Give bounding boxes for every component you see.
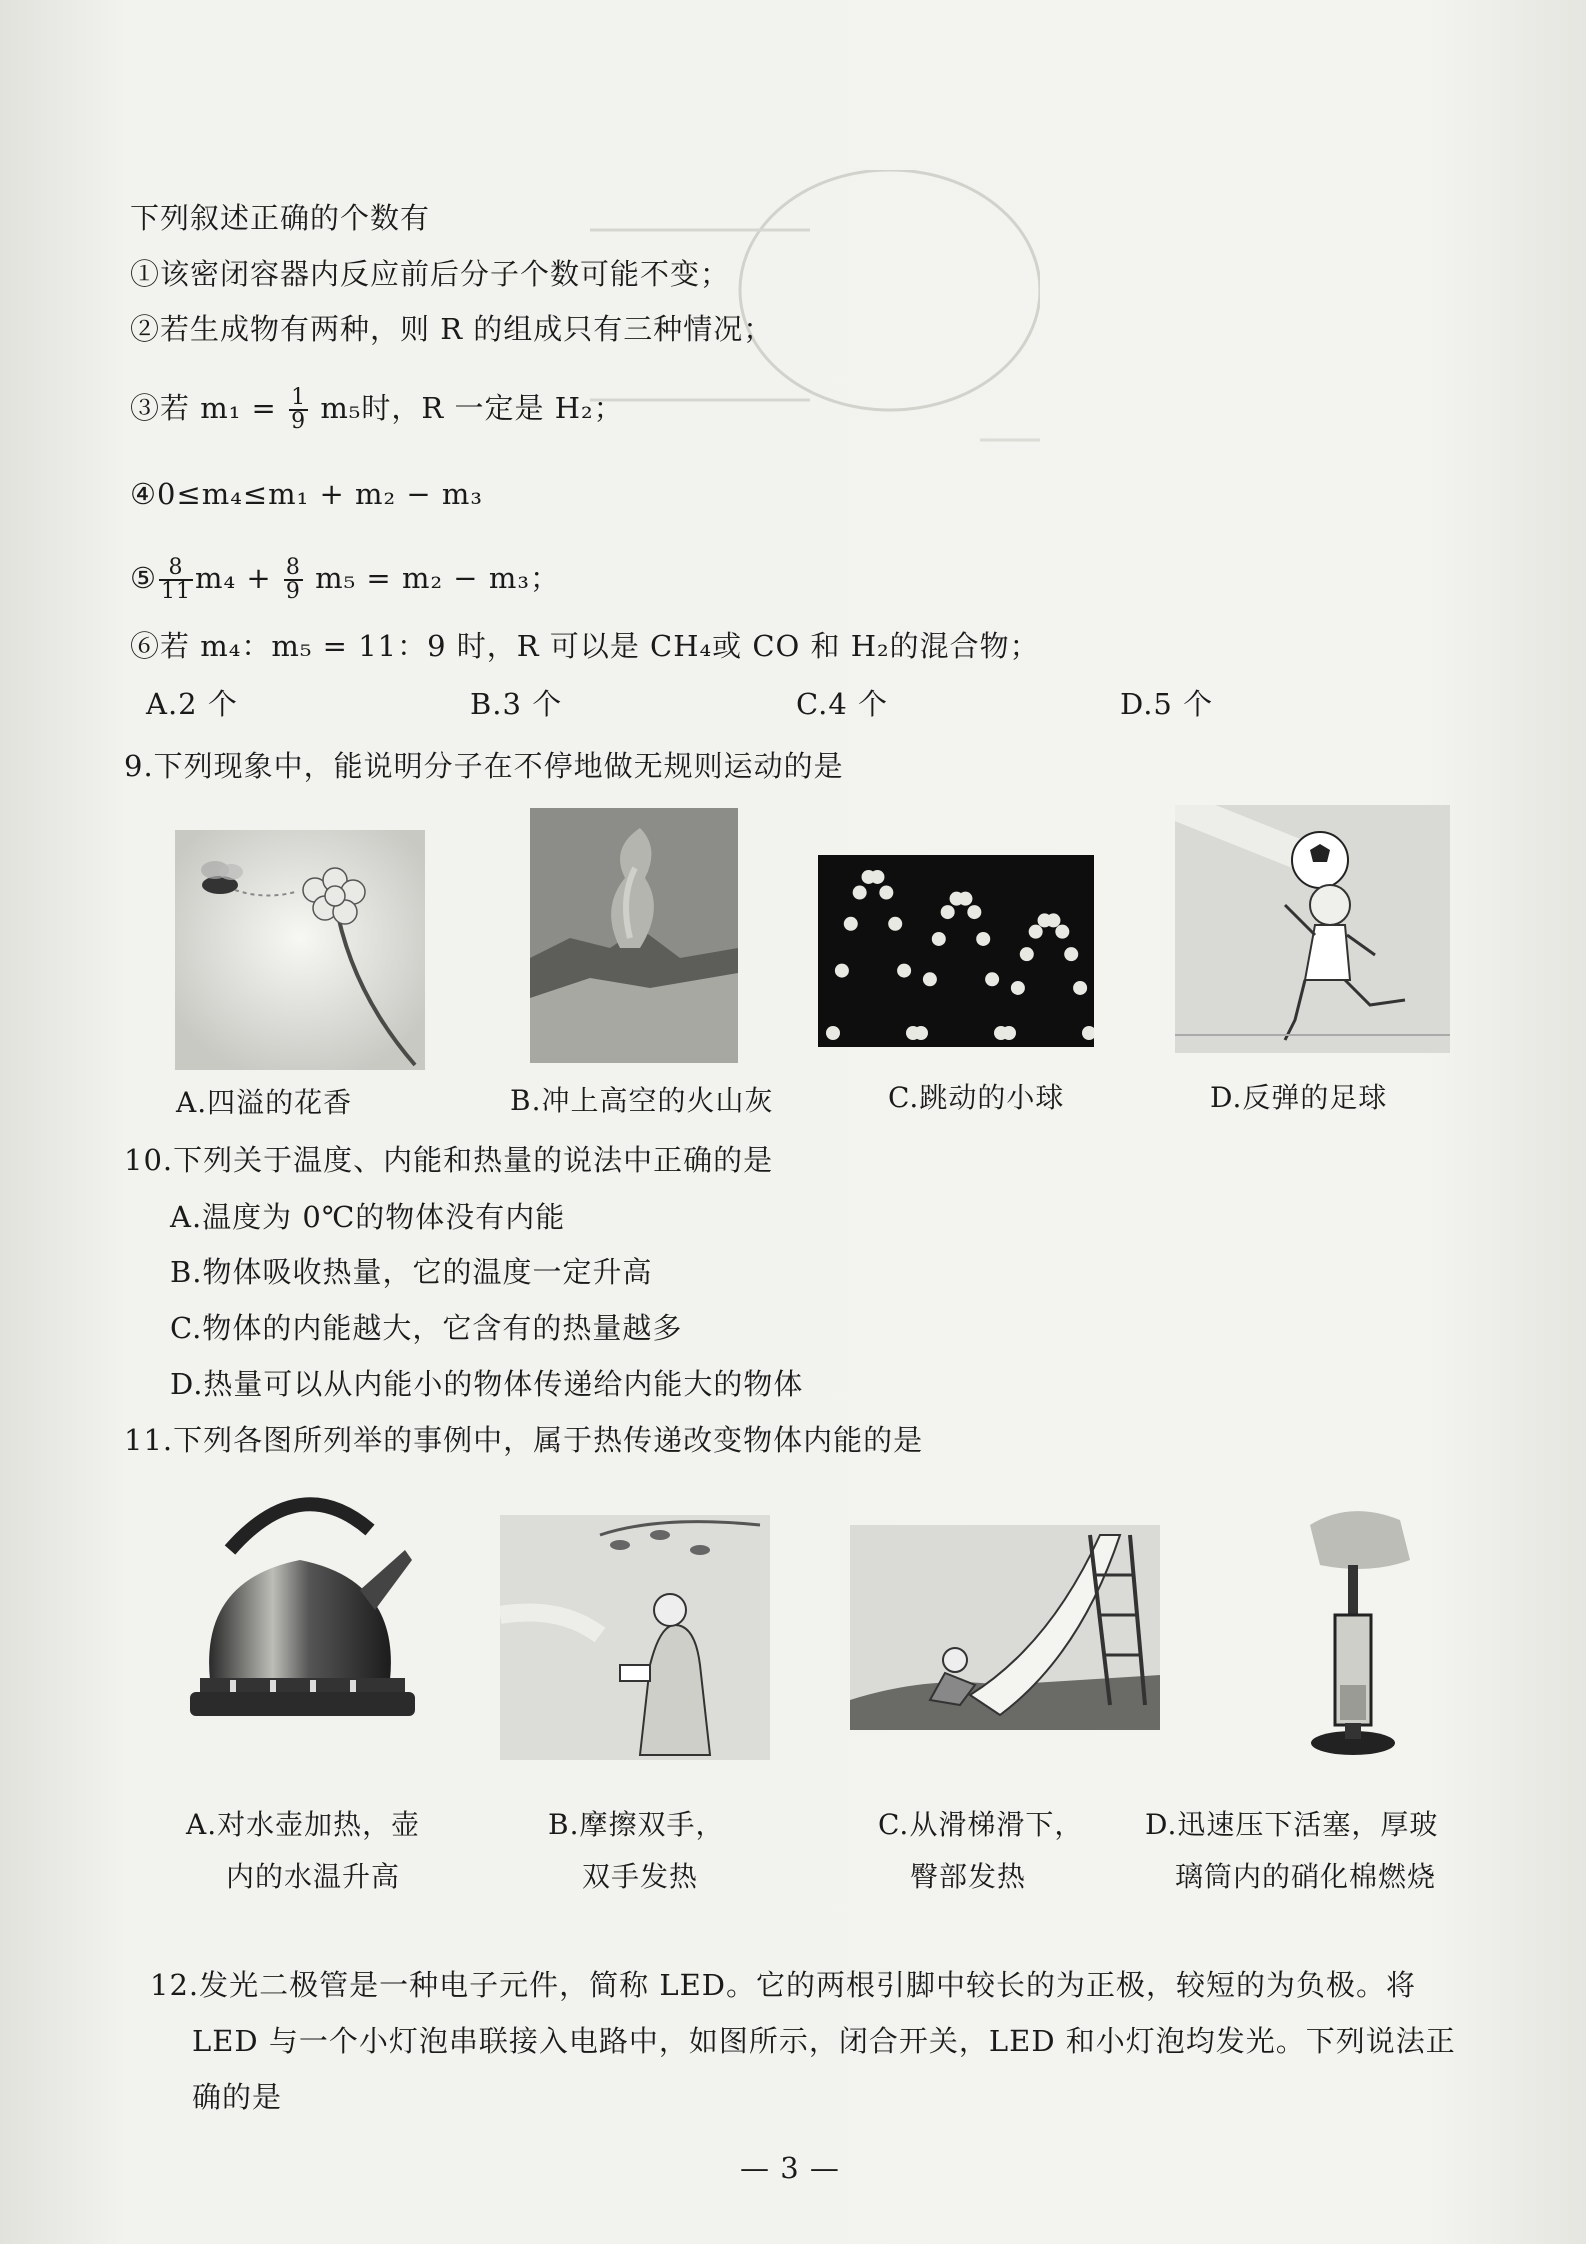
q8-s3-suffix: m₅时，R 一定是 H₂； <box>320 391 624 425</box>
ball-icon <box>870 870 884 884</box>
q11-stem: 11.下列各图所列举的事例中，属于热传递改变物体内能的是 <box>124 1423 924 1457</box>
q8-statement-2: ②若生成物有两种，则 R 的组成只有三种情况； <box>130 312 774 346</box>
fraction-denominator: 9 <box>291 409 307 434</box>
ball-icon <box>1046 913 1060 927</box>
q8-s3-prefix: ③若 m₁ = <box>130 391 277 425</box>
q10-stem: 10.下列关于温度、内能和热量的说法中正确的是 <box>124 1143 774 1177</box>
ball-icon <box>1073 981 1087 995</box>
ball-icon <box>897 964 911 978</box>
q11-caption-d-line1: D.迅速压下活塞，厚玻 <box>1145 1808 1439 1841</box>
ball-icon <box>932 932 946 946</box>
piston-cylinder-picture <box>1290 1505 1430 1760</box>
fraction <box>284 557 303 603</box>
q10-option-a: A.温度为 0℃的物体没有内能 <box>170 1200 566 1234</box>
ball-icon <box>1011 981 1025 995</box>
fraction-denominator: 9 <box>285 579 301 604</box>
ball-icon <box>967 905 981 919</box>
fraction <box>159 557 193 603</box>
ball-icon <box>958 892 972 906</box>
q8-statement-5 <box>130 548 560 608</box>
q9-caption-b: B.冲上高空的火山灰 <box>510 1084 774 1117</box>
q8-statement-4: ④0≤m₄≤m₁ + m₂ − m₃ <box>130 477 484 511</box>
ball-icon <box>923 972 937 986</box>
ball-icon <box>1029 925 1043 939</box>
fraction-denominator: 11 <box>161 579 191 604</box>
page-number: — 3 — <box>740 2151 840 2185</box>
ball-icon <box>853 886 867 900</box>
fraction-numerator: 8 <box>285 555 301 580</box>
ball-icon <box>1020 947 1034 961</box>
q11-caption-a-line1: A.对水壶加热，壶 <box>186 1808 421 1841</box>
q10-option-d: D.热量可以从内能小的物体传递给内能大的物体 <box>170 1367 804 1401</box>
fraction <box>289 387 308 433</box>
q8-option-b: B.3 个 <box>470 687 563 721</box>
q8-s5-suffix: m₅ = m₂ − m₃； <box>315 561 560 595</box>
kettle-on-stove-picture <box>190 1490 415 1720</box>
volcano-ash-picture <box>530 808 738 1063</box>
q9-stem: 9.下列现象中，能说明分子在不停地做无规则运动的是 <box>124 749 844 783</box>
ball-icon <box>985 972 999 986</box>
q9-caption-c: C.跳动的小球 <box>888 1081 1065 1114</box>
ball-icon <box>941 905 955 919</box>
fraction-numerator: 1 <box>291 385 307 410</box>
ball-icon <box>976 932 990 946</box>
rubbing-hands-picture <box>500 1515 770 1760</box>
ball-icon <box>879 886 893 900</box>
q8-intro: 下列叙述正确的个数有 <box>130 201 431 235</box>
ball-icon <box>835 964 849 978</box>
q11-caption-b-line1: B.摩擦双手， <box>548 1808 725 1841</box>
q8-option-d: D.5 个 <box>1120 687 1214 721</box>
q8-option-a: A.2 个 <box>146 687 238 721</box>
q10-option-b: B.物体吸收热量，它的温度一定升高 <box>170 1255 653 1289</box>
q11-caption-b-line2: 双手发热 <box>582 1860 699 1893</box>
q9-caption-a: A.四溢的花香 <box>176 1086 353 1119</box>
fraction-numerator: 8 <box>159 557 193 581</box>
ball-icon <box>914 1026 928 1040</box>
flower-and-bee-picture <box>175 830 425 1070</box>
q12-line-3: 确的是 <box>192 2080 283 2114</box>
q11-caption-c-line1: C.从滑梯滑下， <box>878 1808 1084 1841</box>
hands-icon <box>620 1665 650 1681</box>
q9-caption-d: D.反弹的足球 <box>1210 1081 1388 1114</box>
q8-option-c: C.4 个 <box>796 687 889 721</box>
ball-icon <box>826 1026 840 1040</box>
q12-line-1: 12.发光二极管是一种电子元件，简称 LED。它的两根引脚中较长的为正极，较短的为负极。将 <box>150 1968 1417 2002</box>
q8-statement-3 <box>130 378 624 438</box>
rebounding-football-picture <box>1175 805 1450 1053</box>
q11-caption-a-line2: 内的水温升高 <box>226 1860 401 1893</box>
playground-slide-picture <box>850 1525 1160 1730</box>
q8-s5-middle: m₄ + <box>195 561 272 595</box>
ball-icon <box>1064 947 1078 961</box>
ball-icon <box>888 917 902 931</box>
q8-s5-prefix: ⑤ <box>130 561 157 595</box>
ball-icon <box>1055 925 1069 939</box>
q11-caption-c-line2: 臀部发热 <box>910 1860 1027 1893</box>
q10-option-c: C.物体的内能越大，它含有的热量越多 <box>170 1311 683 1345</box>
q8-statement-1: ①该密闭容器内反应前后分子个数可能不变； <box>130 257 731 291</box>
bouncing-ball-picture <box>818 855 1094 1047</box>
ball-icon <box>844 917 858 931</box>
ball-icon <box>1002 1026 1016 1040</box>
q12-line-2: LED 与一个小灯泡串联接入电路中，如图所示，闭合开关，LED 和小灯泡均发光。下列说法正 <box>192 2024 1456 2058</box>
q11-caption-d-line2: 璃筒内的硝化棉燃烧 <box>1175 1860 1437 1893</box>
q8-statement-6: ⑥若 m₄：m₅ = 11：9 时，R 可以是 CH₄或 CO 和 H₂的混合物； <box>130 629 1040 663</box>
